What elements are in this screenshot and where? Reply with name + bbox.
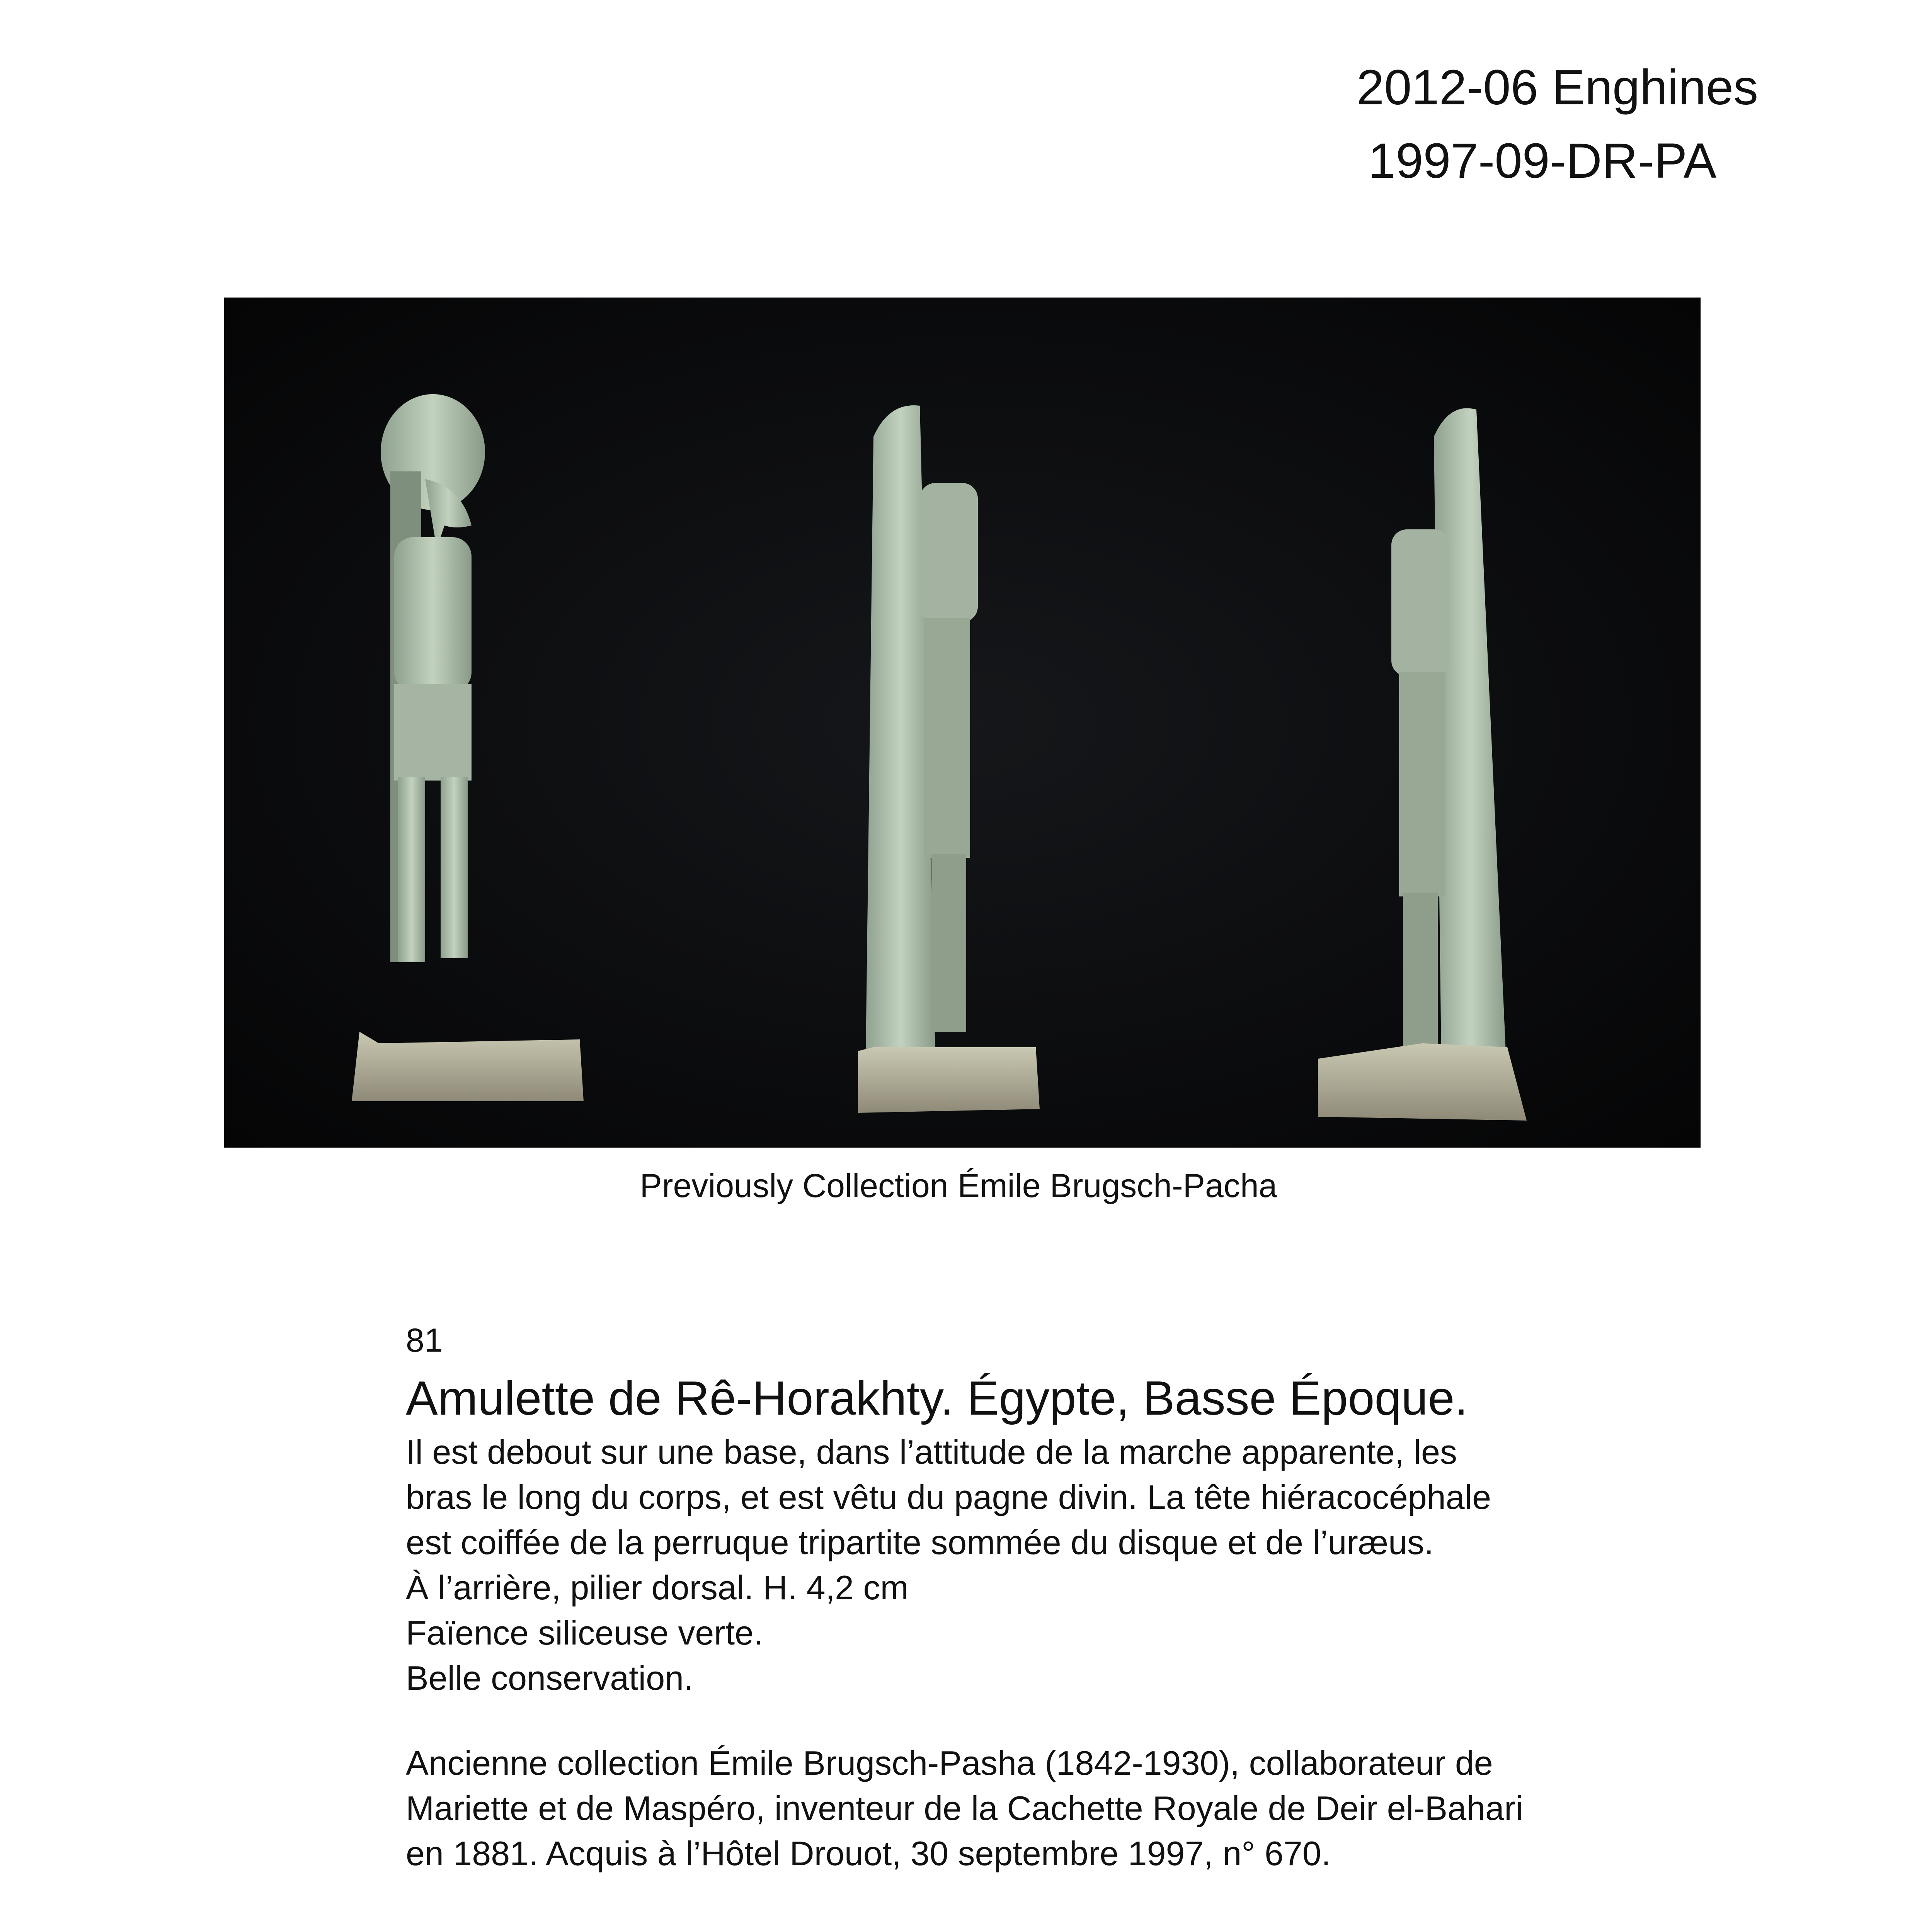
provenance-line: Ancienne collection Émile Brugsch-Pasha (1842-1930), collaborateur de (406, 1744, 1493, 1782)
amulet-photo-icon (224, 298, 1701, 1148)
description-line: Faïence siliceuse verte. (406, 1614, 763, 1652)
lot-title: Amulette de Rê-Horakhty. Égypte, Basse Époque. (406, 1372, 1468, 1425)
description-line: bras le long du corps, et est vêtu du pagne divin. La tête hiéracocéphale (406, 1478, 1491, 1516)
provenance-line: Mariette et de Maspéro, inventeur de la Cachette Royale de Deir el-Bahari (406, 1789, 1523, 1827)
reference-line-1: 2012-06 Enghines (1357, 60, 1759, 115)
description-line: Il est debout sur une base, dans l’attitude de la marche apparente, les (406, 1433, 1457, 1471)
reference-line-2: 1997-09-DR-PA (1368, 133, 1717, 189)
amulet-photo (224, 298, 1701, 1148)
lot-number: 81 (406, 1322, 443, 1359)
photo-caption: Previously Collection Émile Brugsch-Pacha (640, 1167, 1277, 1204)
provenance-line: en 1881. Acquis à l’Hôtel Drouot, 30 septembre 1997, n° 670. (406, 1834, 1331, 1872)
description-line: À l’arrière, pilier dorsal. H. 4,2 cm (406, 1568, 909, 1607)
description-line: Belle conservation. (406, 1659, 693, 1697)
description-line: est coiffée de la perruque tripartite sommée du disque et de l’uræus. (406, 1523, 1434, 1561)
